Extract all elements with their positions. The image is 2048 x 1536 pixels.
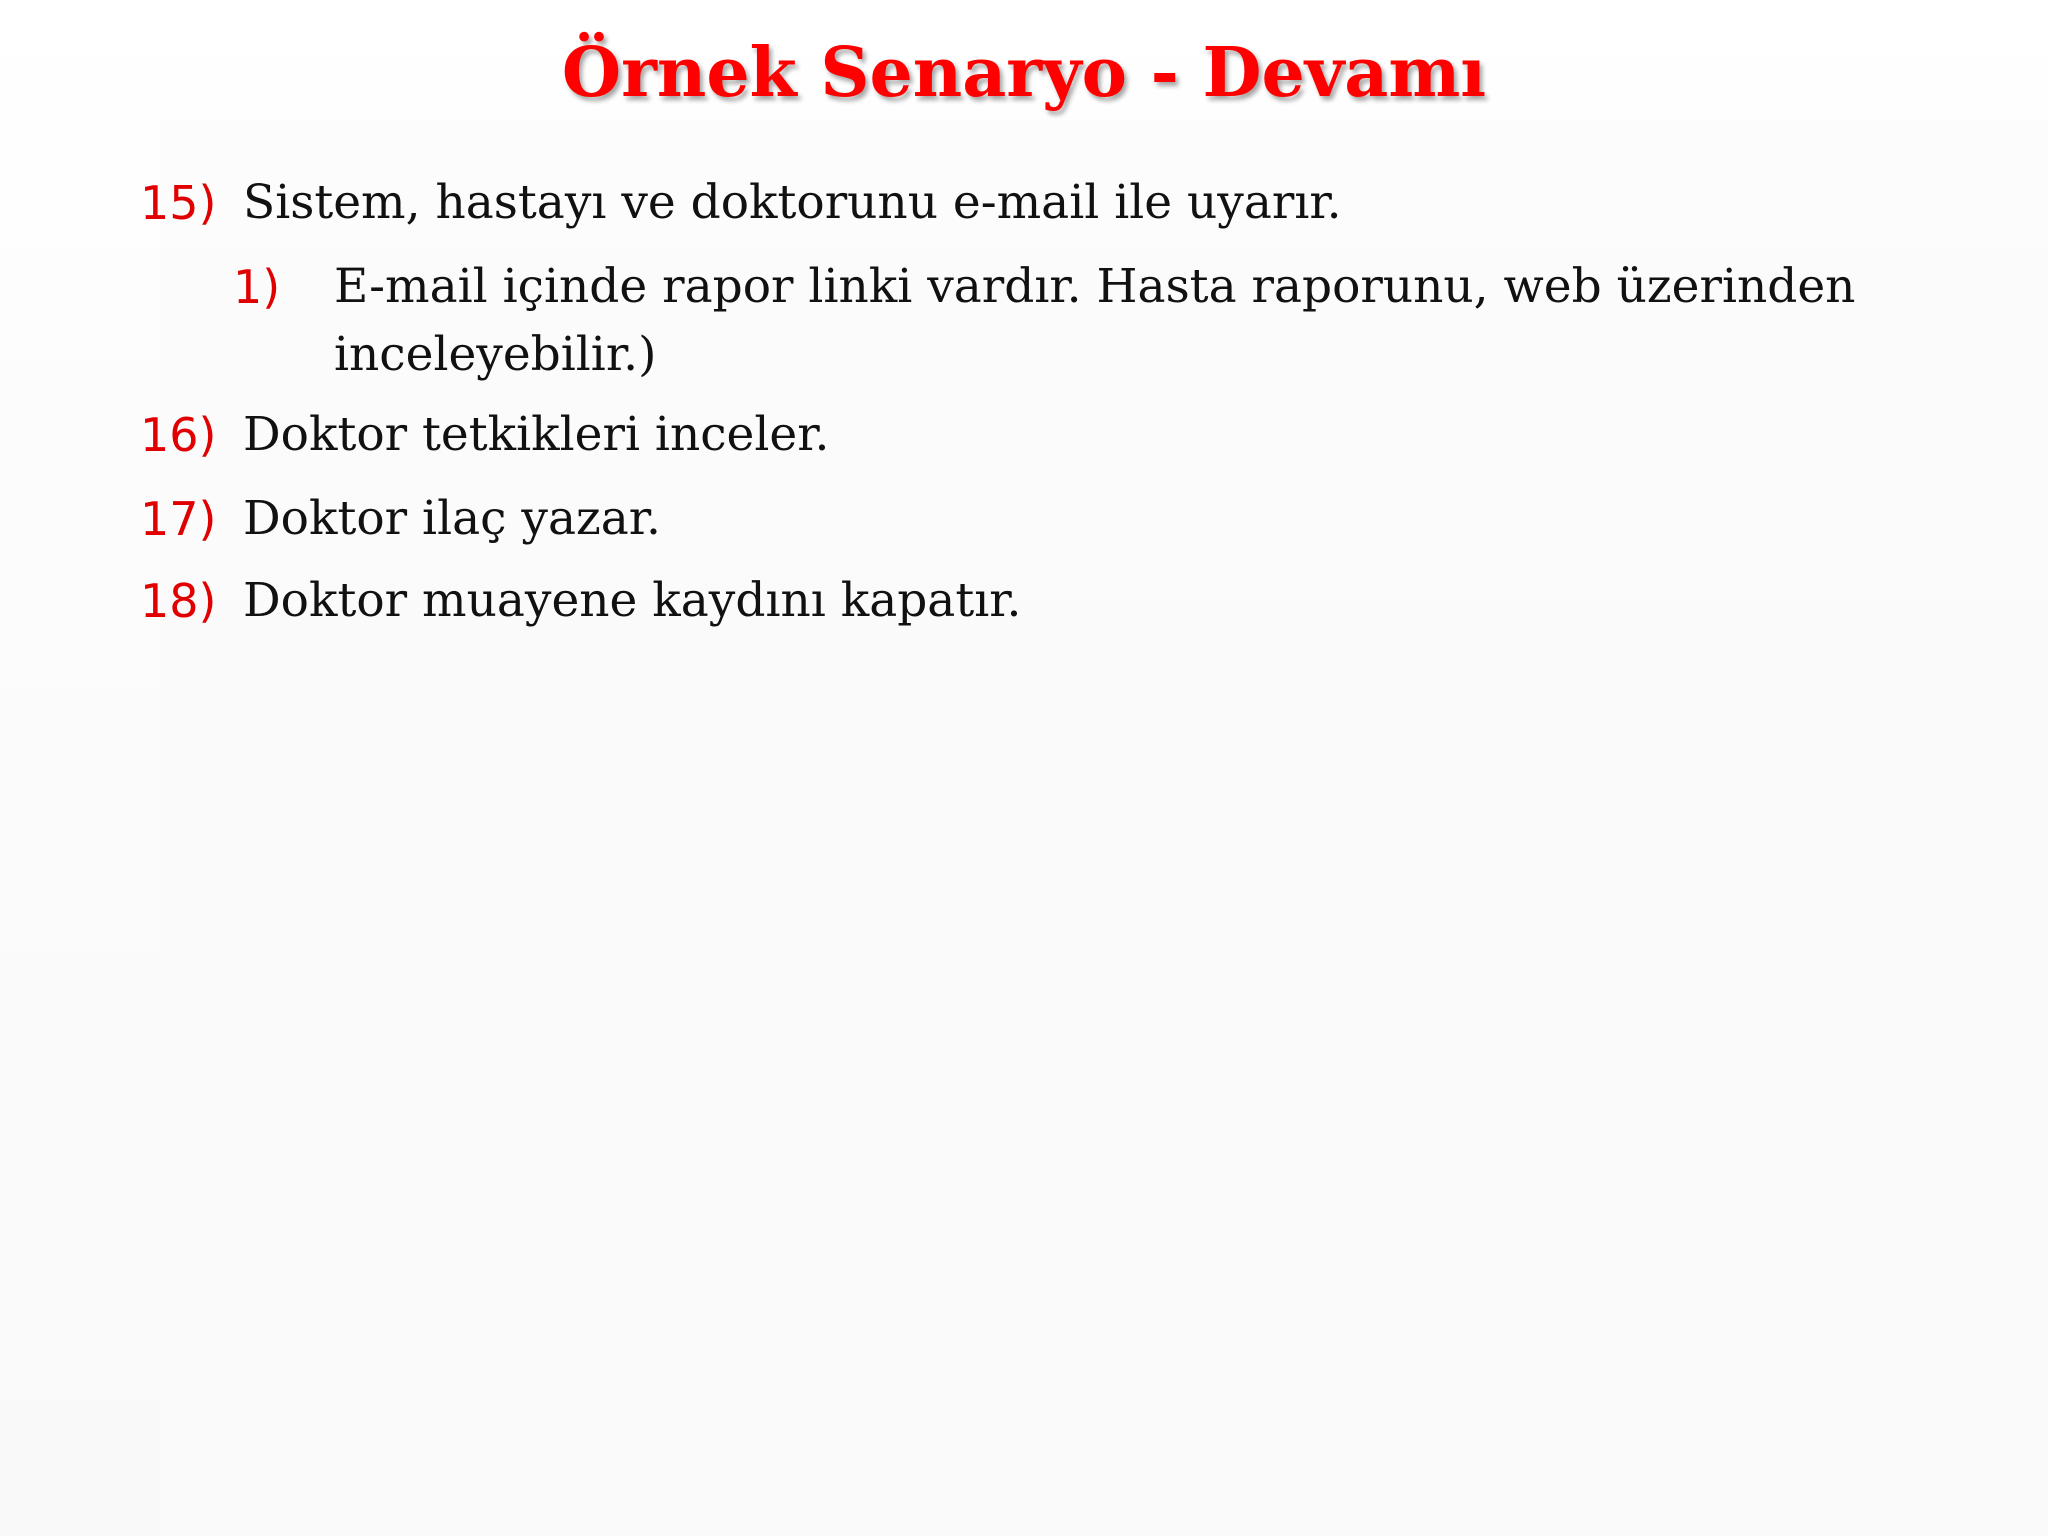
list-item-number: 15) — [140, 176, 217, 230]
list-item-text: Doktor muayene kaydını kapatır. — [243, 573, 1022, 628]
list-item-number: 17) — [140, 492, 217, 546]
slide-title: Örnek Senaryo - Devamı — [561, 33, 1487, 113]
sub-list-item-number: 1) — [233, 260, 281, 314]
list-item-text: Sistem, hastayı ve doktorunu e-mail ile uyarır. — [243, 175, 1342, 230]
list-item-number: 18) — [140, 574, 217, 628]
list-item-text: Doktor tetkikleri inceler. — [243, 407, 830, 462]
list-item-text: Doktor ilaç yazar. — [243, 491, 661, 546]
sub-list-item-text-line1: E-mail içinde rapor linki vardır. Hasta raporunu, web üzerinden — [334, 259, 1856, 314]
list-item-number: 16) — [140, 408, 217, 462]
sub-list-item-text-line2: inceleyebilir.) — [334, 327, 657, 382]
